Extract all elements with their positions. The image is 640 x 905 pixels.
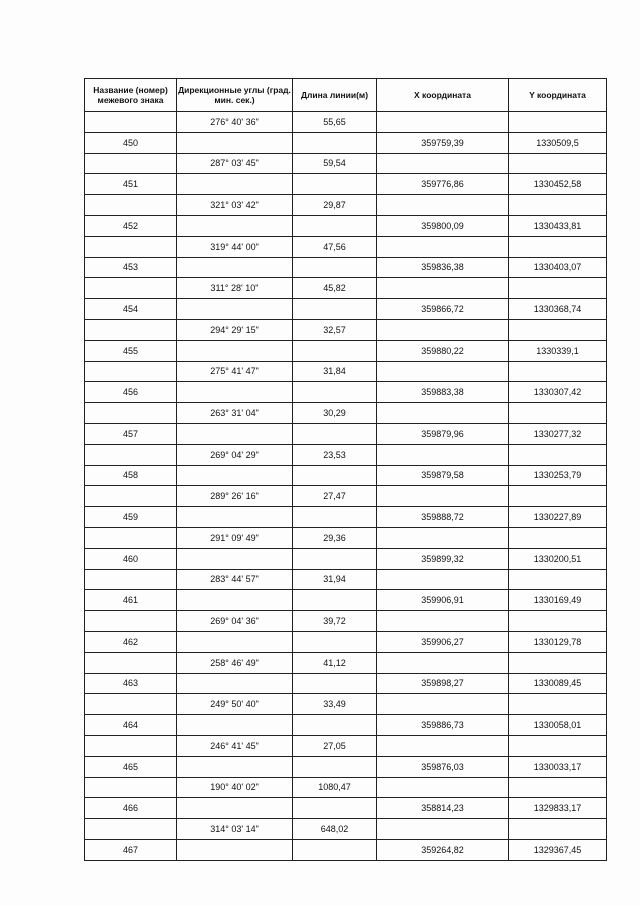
table-row-point bbox=[85, 174, 607, 195]
point-name-cell: 466 bbox=[85, 798, 177, 819]
direction-angle-cell: 319° 44' 00" bbox=[177, 236, 293, 257]
empty-cell bbox=[509, 569, 607, 590]
empty-cell bbox=[293, 631, 377, 652]
empty-cell bbox=[85, 527, 177, 548]
empty-cell bbox=[177, 756, 293, 777]
point-name-cell: 456 bbox=[85, 382, 177, 403]
empty-cell bbox=[377, 652, 509, 673]
y-coordinate-cell: 1330403,07 bbox=[509, 257, 607, 278]
point-name-cell: 459 bbox=[85, 507, 177, 528]
line-length-cell: 47,56 bbox=[293, 236, 377, 257]
point-name-cell: 453 bbox=[85, 257, 177, 278]
table-row-line bbox=[85, 777, 607, 798]
x-coordinate-cell: 358814,23 bbox=[377, 798, 509, 819]
empty-cell bbox=[177, 215, 293, 236]
empty-cell bbox=[85, 236, 177, 257]
empty-cell bbox=[377, 486, 509, 507]
table-row-line bbox=[85, 444, 607, 465]
table-row-line bbox=[85, 611, 607, 632]
empty-cell bbox=[509, 486, 607, 507]
table-row-line bbox=[85, 236, 607, 257]
table-row-point bbox=[85, 590, 607, 611]
empty-cell bbox=[377, 403, 509, 424]
table-row-point bbox=[85, 423, 607, 444]
x-coordinate-cell: 359879,96 bbox=[377, 423, 509, 444]
header-point-name: Название (номер) межевого знака bbox=[85, 79, 177, 112]
empty-cell bbox=[377, 112, 509, 133]
table-row-line bbox=[85, 819, 607, 840]
empty-cell bbox=[177, 465, 293, 486]
empty-cell bbox=[85, 735, 177, 756]
y-coordinate-cell: 1330253,79 bbox=[509, 465, 607, 486]
empty-cell bbox=[293, 423, 377, 444]
table-row-point bbox=[85, 631, 607, 652]
line-length-cell: 23,53 bbox=[293, 444, 377, 465]
point-name-cell: 451 bbox=[85, 174, 177, 195]
table-row-line bbox=[85, 195, 607, 216]
empty-cell bbox=[377, 777, 509, 798]
y-coordinate-cell: 1330058,01 bbox=[509, 715, 607, 736]
empty-cell bbox=[85, 694, 177, 715]
direction-angle-cell: 246° 41' 45" bbox=[177, 735, 293, 756]
empty-cell bbox=[293, 382, 377, 403]
empty-cell bbox=[377, 236, 509, 257]
empty-cell bbox=[509, 403, 607, 424]
table-row-line bbox=[85, 652, 607, 673]
y-coordinate-cell: 1330509,5 bbox=[509, 132, 607, 153]
empty-cell bbox=[509, 444, 607, 465]
table-row-point bbox=[85, 839, 607, 860]
y-coordinate-cell: 1330368,74 bbox=[509, 299, 607, 320]
empty-cell bbox=[509, 652, 607, 673]
direction-angle-cell: 190° 40' 02" bbox=[177, 777, 293, 798]
table-row-point bbox=[85, 257, 607, 278]
direction-angle-cell: 276° 40' 36" bbox=[177, 112, 293, 133]
empty-cell bbox=[293, 340, 377, 361]
y-coordinate-cell: 1330433,81 bbox=[509, 215, 607, 236]
empty-cell bbox=[293, 839, 377, 860]
x-coordinate-cell: 359888,72 bbox=[377, 507, 509, 528]
empty-cell bbox=[377, 819, 509, 840]
empty-cell bbox=[377, 694, 509, 715]
empty-cell bbox=[85, 112, 177, 133]
x-coordinate-cell: 359879,58 bbox=[377, 465, 509, 486]
empty-cell bbox=[85, 486, 177, 507]
table-row-line bbox=[85, 569, 607, 590]
y-coordinate-cell: 1330033,17 bbox=[509, 756, 607, 777]
empty-cell bbox=[377, 278, 509, 299]
header-line-length: Длина линии(м) bbox=[293, 79, 377, 112]
table-row-line bbox=[85, 153, 607, 174]
empty-cell bbox=[177, 631, 293, 652]
empty-cell bbox=[177, 174, 293, 195]
table-row-line bbox=[85, 486, 607, 507]
empty-cell bbox=[377, 444, 509, 465]
line-length-cell: 27,05 bbox=[293, 735, 377, 756]
table-row-point bbox=[85, 215, 607, 236]
x-coordinate-cell: 359800,09 bbox=[377, 215, 509, 236]
y-coordinate-cell: 1330277,32 bbox=[509, 423, 607, 444]
x-coordinate-cell: 359836,38 bbox=[377, 257, 509, 278]
table-row-line bbox=[85, 735, 607, 756]
empty-cell bbox=[177, 382, 293, 403]
direction-angle-cell: 258° 46' 49" bbox=[177, 652, 293, 673]
empty-cell bbox=[85, 652, 177, 673]
direction-angle-cell: 249° 50' 40" bbox=[177, 694, 293, 715]
empty-cell bbox=[85, 153, 177, 174]
x-coordinate-cell: 359883,38 bbox=[377, 382, 509, 403]
y-coordinate-cell: 1330200,51 bbox=[509, 548, 607, 569]
table-row-line bbox=[85, 694, 607, 715]
empty-cell bbox=[293, 590, 377, 611]
line-length-cell: 30,29 bbox=[293, 403, 377, 424]
x-coordinate-cell: 359906,27 bbox=[377, 631, 509, 652]
table-row-line bbox=[85, 361, 607, 382]
y-coordinate-cell: 1329833,17 bbox=[509, 798, 607, 819]
direction-angle-cell: 321° 03' 42" bbox=[177, 195, 293, 216]
empty-cell bbox=[177, 798, 293, 819]
header-x-coordinate: X координата bbox=[377, 79, 509, 112]
empty-cell bbox=[177, 340, 293, 361]
y-coordinate-cell: 1330307,42 bbox=[509, 382, 607, 403]
empty-cell bbox=[293, 548, 377, 569]
empty-cell bbox=[293, 215, 377, 236]
empty-cell bbox=[85, 361, 177, 382]
empty-cell bbox=[377, 569, 509, 590]
empty-cell bbox=[377, 195, 509, 216]
table-row-line bbox=[85, 319, 607, 340]
point-name-cell: 463 bbox=[85, 673, 177, 694]
empty-cell bbox=[177, 548, 293, 569]
empty-cell bbox=[177, 590, 293, 611]
point-name-cell: 467 bbox=[85, 839, 177, 860]
boundary-coordinates-table bbox=[84, 78, 607, 861]
y-coordinate-cell: 1330339,1 bbox=[509, 340, 607, 361]
x-coordinate-cell: 359264,82 bbox=[377, 839, 509, 860]
empty-cell bbox=[85, 319, 177, 340]
line-length-cell: 39,72 bbox=[293, 611, 377, 632]
empty-cell bbox=[85, 611, 177, 632]
table-row-line bbox=[85, 112, 607, 133]
point-name-cell: 462 bbox=[85, 631, 177, 652]
y-coordinate-cell: 1330129,78 bbox=[509, 631, 607, 652]
empty-cell bbox=[509, 735, 607, 756]
table-row-point bbox=[85, 465, 607, 486]
empty-cell bbox=[177, 715, 293, 736]
direction-angle-cell: 263° 31' 04" bbox=[177, 403, 293, 424]
table-row-point bbox=[85, 756, 607, 777]
line-length-cell: 31,84 bbox=[293, 361, 377, 382]
table-row-point bbox=[85, 132, 607, 153]
empty-cell bbox=[293, 715, 377, 736]
empty-cell bbox=[85, 278, 177, 299]
y-coordinate-cell: 1330452,58 bbox=[509, 174, 607, 195]
empty-cell bbox=[85, 195, 177, 216]
x-coordinate-cell: 359866,72 bbox=[377, 299, 509, 320]
empty-cell bbox=[293, 798, 377, 819]
empty-cell bbox=[293, 756, 377, 777]
point-name-cell: 452 bbox=[85, 215, 177, 236]
empty-cell bbox=[293, 673, 377, 694]
empty-cell bbox=[177, 507, 293, 528]
point-name-cell: 461 bbox=[85, 590, 177, 611]
table-row-point bbox=[85, 673, 607, 694]
point-name-cell: 460 bbox=[85, 548, 177, 569]
table-row-line bbox=[85, 278, 607, 299]
empty-cell bbox=[509, 819, 607, 840]
empty-cell bbox=[377, 611, 509, 632]
point-name-cell: 450 bbox=[85, 132, 177, 153]
table-row-point bbox=[85, 507, 607, 528]
line-length-cell: 59,54 bbox=[293, 153, 377, 174]
table-row-point bbox=[85, 382, 607, 403]
table-row-point bbox=[85, 715, 607, 736]
y-coordinate-cell: 1330169,49 bbox=[509, 590, 607, 611]
table-row-line bbox=[85, 527, 607, 548]
direction-angle-cell: 275° 41' 47" bbox=[177, 361, 293, 382]
header-direction-angle: Дирекционные углы (град. мин. сек.) bbox=[177, 79, 293, 112]
point-name-cell: 457 bbox=[85, 423, 177, 444]
direction-angle-cell: 269° 04' 36" bbox=[177, 611, 293, 632]
empty-cell bbox=[85, 819, 177, 840]
line-length-cell: 45,82 bbox=[293, 278, 377, 299]
empty-cell bbox=[377, 153, 509, 174]
empty-cell bbox=[509, 112, 607, 133]
line-length-cell: 27,47 bbox=[293, 486, 377, 507]
table-row-point bbox=[85, 798, 607, 819]
table-row-point bbox=[85, 299, 607, 320]
line-length-cell: 648,02 bbox=[293, 819, 377, 840]
line-length-cell: 31,94 bbox=[293, 569, 377, 590]
empty-cell bbox=[177, 257, 293, 278]
line-length-cell: 55,65 bbox=[293, 112, 377, 133]
empty-cell bbox=[509, 777, 607, 798]
line-length-cell: 41,12 bbox=[293, 652, 377, 673]
direction-angle-cell: 283° 44' 57" bbox=[177, 569, 293, 590]
x-coordinate-cell: 359776,86 bbox=[377, 174, 509, 195]
table-row-point bbox=[85, 548, 607, 569]
x-coordinate-cell: 359898,27 bbox=[377, 673, 509, 694]
empty-cell bbox=[509, 195, 607, 216]
empty-cell bbox=[85, 777, 177, 798]
header-y-coordinate: Y координата bbox=[509, 79, 607, 112]
empty-cell bbox=[509, 527, 607, 548]
y-coordinate-cell: 1329367,45 bbox=[509, 839, 607, 860]
table-row-point bbox=[85, 340, 607, 361]
empty-cell bbox=[293, 132, 377, 153]
line-length-cell: 1080,47 bbox=[293, 777, 377, 798]
empty-cell bbox=[293, 465, 377, 486]
point-name-cell: 458 bbox=[85, 465, 177, 486]
y-coordinate-cell: 1330227,89 bbox=[509, 507, 607, 528]
empty-cell bbox=[177, 423, 293, 444]
direction-angle-cell: 269° 04' 29" bbox=[177, 444, 293, 465]
table-header-row bbox=[85, 79, 607, 112]
line-length-cell: 32,57 bbox=[293, 319, 377, 340]
y-coordinate-cell: 1330089,45 bbox=[509, 673, 607, 694]
empty-cell bbox=[177, 839, 293, 860]
line-length-cell: 29,36 bbox=[293, 527, 377, 548]
empty-cell bbox=[177, 132, 293, 153]
x-coordinate-cell: 359759,39 bbox=[377, 132, 509, 153]
empty-cell bbox=[509, 694, 607, 715]
empty-cell bbox=[293, 299, 377, 320]
empty-cell bbox=[509, 153, 607, 174]
direction-angle-cell: 294° 29' 15" bbox=[177, 319, 293, 340]
empty-cell bbox=[509, 236, 607, 257]
empty-cell bbox=[509, 361, 607, 382]
line-length-cell: 33,49 bbox=[293, 694, 377, 715]
empty-cell bbox=[85, 403, 177, 424]
point-name-cell: 454 bbox=[85, 299, 177, 320]
empty-cell bbox=[85, 444, 177, 465]
empty-cell bbox=[377, 735, 509, 756]
x-coordinate-cell: 359899,32 bbox=[377, 548, 509, 569]
empty-cell bbox=[85, 569, 177, 590]
table-row-line bbox=[85, 403, 607, 424]
empty-cell bbox=[377, 527, 509, 548]
point-name-cell: 455 bbox=[85, 340, 177, 361]
empty-cell bbox=[293, 174, 377, 195]
direction-angle-cell: 287° 03' 45" bbox=[177, 153, 293, 174]
empty-cell bbox=[509, 278, 607, 299]
empty-cell bbox=[293, 257, 377, 278]
direction-angle-cell: 311° 28' 10" bbox=[177, 278, 293, 299]
empty-cell bbox=[177, 299, 293, 320]
x-coordinate-cell: 359886,73 bbox=[377, 715, 509, 736]
empty-cell bbox=[377, 361, 509, 382]
line-length-cell: 29,87 bbox=[293, 195, 377, 216]
x-coordinate-cell: 359906,91 bbox=[377, 590, 509, 611]
empty-cell bbox=[293, 507, 377, 528]
point-name-cell: 465 bbox=[85, 756, 177, 777]
direction-angle-cell: 314° 03' 14" bbox=[177, 819, 293, 840]
empty-cell bbox=[177, 673, 293, 694]
x-coordinate-cell: 359880,22 bbox=[377, 340, 509, 361]
empty-cell bbox=[509, 611, 607, 632]
direction-angle-cell: 291° 09' 49" bbox=[177, 527, 293, 548]
direction-angle-cell: 289° 26' 16" bbox=[177, 486, 293, 507]
point-name-cell: 464 bbox=[85, 715, 177, 736]
empty-cell bbox=[377, 319, 509, 340]
empty-cell bbox=[509, 319, 607, 340]
table-body bbox=[85, 112, 607, 861]
x-coordinate-cell: 359876,03 bbox=[377, 756, 509, 777]
